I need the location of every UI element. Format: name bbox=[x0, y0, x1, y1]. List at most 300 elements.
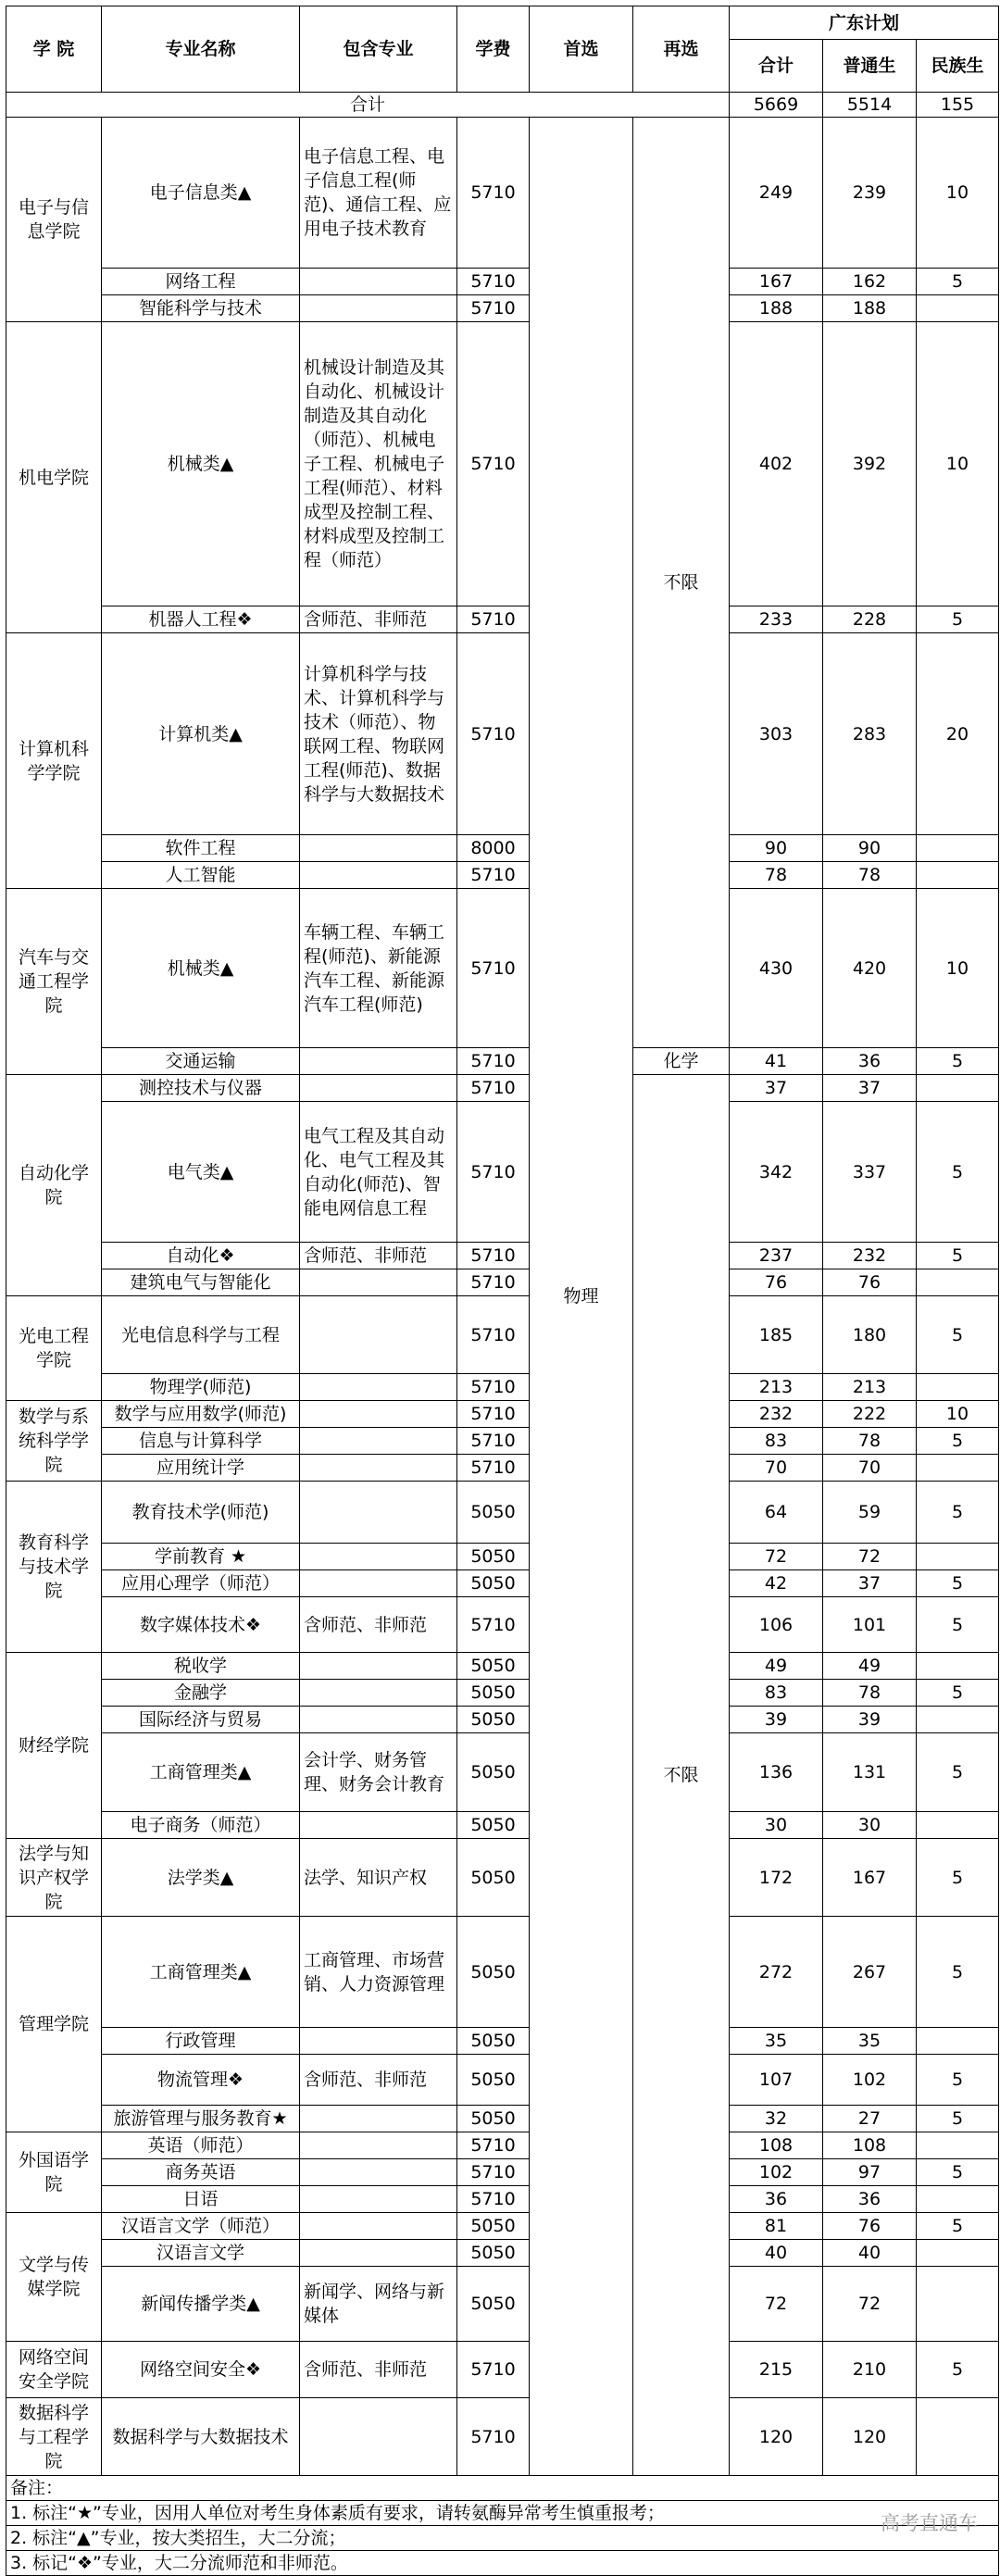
plan-total: 81 bbox=[730, 2213, 823, 2240]
major-name: 数学与应用数学(师范) bbox=[102, 1401, 300, 1428]
total-row bbox=[6, 93, 999, 118]
plan-total: 303 bbox=[730, 633, 823, 835]
major-name: 建筑电气与智能化 bbox=[102, 1269, 300, 1296]
plan-total: 70 bbox=[730, 1455, 823, 1482]
plan-total: 136 bbox=[730, 1733, 823, 1812]
table-row bbox=[6, 862, 999, 889]
major-name: 应用统计学 bbox=[102, 1455, 300, 1482]
table-row bbox=[6, 2342, 999, 2398]
tuition-fee: 5710 bbox=[457, 118, 530, 269]
notes-row bbox=[6, 2551, 999, 2576]
included-majors bbox=[300, 2240, 457, 2267]
table-row bbox=[6, 1570, 999, 1597]
plan-minority bbox=[917, 1075, 999, 1102]
header-regular: 普通生 bbox=[823, 40, 917, 93]
included-majors bbox=[300, 1269, 457, 1296]
tuition-fee: 5050 bbox=[457, 1570, 530, 1597]
table-row bbox=[6, 1075, 999, 1102]
plan-minority: 10 bbox=[917, 118, 999, 269]
plan-regular: 27 bbox=[823, 2106, 917, 2132]
plan-total: 342 bbox=[730, 1102, 823, 1243]
plan-minority: 5 bbox=[917, 1570, 999, 1597]
table-row bbox=[6, 1428, 999, 1455]
total-count: 5669 bbox=[730, 93, 823, 118]
plan-total: 102 bbox=[730, 2159, 823, 2186]
included-majors bbox=[300, 2186, 457, 2213]
table-row bbox=[6, 1839, 999, 1917]
note-line: 备注： bbox=[6, 2476, 999, 2501]
note-line: 2. 标注“▲”专业，按大类招生，大二分流； bbox=[6, 2526, 999, 2551]
plan-regular: 78 bbox=[823, 1680, 917, 1707]
plan-minority: 5 bbox=[917, 1243, 999, 1269]
plan-regular: 101 bbox=[823, 1597, 917, 1653]
college-name: 光电工程学院 bbox=[6, 1296, 102, 1401]
tuition-fee: 5050 bbox=[457, 1544, 530, 1570]
plan-minority: 5 bbox=[917, 269, 999, 295]
included-majors bbox=[300, 269, 457, 295]
table-row bbox=[6, 1680, 999, 1707]
tuition-fee: 5710 bbox=[457, 2132, 530, 2159]
plan-minority bbox=[917, 1653, 999, 1680]
table-row bbox=[6, 606, 999, 633]
tuition-fee: 5050 bbox=[457, 2213, 530, 2240]
plan-total: 78 bbox=[730, 862, 823, 889]
major-name: 智能科学与技术 bbox=[102, 295, 300, 322]
major-name: 机械类▲ bbox=[102, 322, 300, 606]
plan-minority: 5 bbox=[917, 1680, 999, 1707]
header-fee: 学费 bbox=[457, 6, 530, 93]
plan-regular: 78 bbox=[823, 862, 917, 889]
plan-regular: 267 bbox=[823, 1917, 917, 2028]
plan-regular: 76 bbox=[823, 2213, 917, 2240]
tuition-fee: 5710 bbox=[457, 1102, 530, 1243]
table-row bbox=[6, 835, 999, 862]
plan-total: 167 bbox=[730, 269, 823, 295]
major-name: 信息与计算科学 bbox=[102, 1428, 300, 1455]
included-majors bbox=[300, 1401, 457, 1428]
plan-regular: 72 bbox=[823, 1544, 917, 1570]
table-row bbox=[6, 1733, 999, 1812]
table-row bbox=[6, 2398, 999, 2476]
plan-minority bbox=[917, 2267, 999, 2342]
included-majors bbox=[300, 2398, 457, 2476]
plan-regular: 188 bbox=[823, 295, 917, 322]
included-majors bbox=[300, 1812, 457, 1839]
plan-total: 72 bbox=[730, 2267, 823, 2342]
plan-total: 107 bbox=[730, 2055, 823, 2106]
major-name: 机器人工程❖ bbox=[102, 606, 300, 633]
included-majors: 电子信息工程、电子信息工程(师范)、通信工程、应用电子技术教育 bbox=[300, 118, 457, 269]
included-majors: 机械设计制造及其自动化、机械设计制造及其自动化（师范）、机械电子工程、机械电子工程(师范）、材料成型及控制工程、材料成型及控制工程（师范） bbox=[300, 322, 457, 606]
plan-regular: 36 bbox=[823, 2186, 917, 2213]
total-minority: 155 bbox=[917, 93, 999, 118]
plan-minority bbox=[917, 1707, 999, 1733]
included-majors bbox=[300, 835, 457, 862]
plan-total: 249 bbox=[730, 118, 823, 269]
major-name: 英语（师范） bbox=[102, 2132, 300, 2159]
college-name: 文学与传媒学院 bbox=[6, 2213, 102, 2342]
table-row bbox=[6, 295, 999, 322]
plan-total: 172 bbox=[730, 1839, 823, 1917]
college-name: 财经学院 bbox=[6, 1653, 102, 1839]
major-name: 光电信息科学与工程 bbox=[102, 1296, 300, 1374]
admission-plan-table bbox=[6, 6, 999, 2576]
major-name: 数字媒体技术❖ bbox=[102, 1597, 300, 1653]
plan-minority: 5 bbox=[917, 1482, 999, 1544]
college-name: 外国语学院 bbox=[6, 2132, 102, 2213]
plan-minority: 5 bbox=[917, 2106, 999, 2132]
plan-minority: 5 bbox=[917, 1296, 999, 1374]
included-majors bbox=[300, 2132, 457, 2159]
tuition-fee: 5710 bbox=[457, 862, 530, 889]
tuition-fee: 5710 bbox=[457, 1075, 530, 1102]
plan-total: 272 bbox=[730, 1917, 823, 2028]
included-majors: 计算机科学与技术、计算机科学与技术（师范）、物联网工程、物联网工程(师范)、数据科学与大数据技术 bbox=[300, 633, 457, 835]
plan-total: 232 bbox=[730, 1401, 823, 1428]
plan-regular: 35 bbox=[823, 2028, 917, 2055]
watermark: 高考直通车 bbox=[881, 2512, 978, 2534]
tuition-fee: 5710 bbox=[457, 1048, 530, 1075]
tuition-fee: 5710 bbox=[457, 889, 530, 1048]
major-name: 法学类▲ bbox=[102, 1839, 300, 1917]
table-row bbox=[6, 2267, 999, 2342]
tuition-fee: 5710 bbox=[457, 1374, 530, 1401]
college-name: 自动化学院 bbox=[6, 1075, 102, 1296]
plan-minority: 5 bbox=[917, 1839, 999, 1917]
plan-total: 41 bbox=[730, 1048, 823, 1075]
included-majors bbox=[300, 1653, 457, 1680]
plan-total: 188 bbox=[730, 295, 823, 322]
plan-minority: 10 bbox=[917, 1401, 999, 1428]
tuition-fee: 5050 bbox=[457, 2240, 530, 2267]
second-choice-subject: 不限 bbox=[633, 118, 730, 1048]
plan-regular: 162 bbox=[823, 269, 917, 295]
included-majors: 含师范、非师范 bbox=[300, 1243, 457, 1269]
included-majors: 含师范、非师范 bbox=[300, 2342, 457, 2398]
plan-regular: 97 bbox=[823, 2159, 917, 2186]
included-majors: 含师范、非师范 bbox=[300, 606, 457, 633]
college-name: 数据科学与工程学院 bbox=[6, 2398, 102, 2476]
tuition-fee: 5710 bbox=[457, 633, 530, 835]
plan-minority: 5 bbox=[917, 2055, 999, 2106]
tuition-fee: 5710 bbox=[457, 269, 530, 295]
major-name: 电子信息类▲ bbox=[102, 118, 300, 269]
plan-total: 64 bbox=[730, 1482, 823, 1544]
plan-minority: 10 bbox=[917, 322, 999, 606]
tuition-fee: 5710 bbox=[457, 1296, 530, 1374]
plan-total: 49 bbox=[730, 1653, 823, 1680]
header-total: 合计 bbox=[730, 40, 823, 93]
major-name: 行政管理 bbox=[102, 2028, 300, 2055]
table-row bbox=[6, 118, 999, 269]
table-row bbox=[6, 2159, 999, 2186]
college-name: 机电学院 bbox=[6, 322, 102, 633]
plan-total: 108 bbox=[730, 2132, 823, 2159]
major-name: 机械类▲ bbox=[102, 889, 300, 1048]
plan-regular: 78 bbox=[823, 1428, 917, 1455]
plan-regular: 213 bbox=[823, 1374, 917, 1401]
table-row bbox=[6, 2132, 999, 2159]
plan-regular: 72 bbox=[823, 2267, 917, 2342]
included-majors bbox=[300, 1075, 457, 1102]
header-minority: 民族生 bbox=[917, 40, 999, 93]
plan-minority bbox=[917, 862, 999, 889]
notes-row bbox=[6, 2476, 999, 2501]
table-row bbox=[6, 1653, 999, 1680]
plan-regular: 39 bbox=[823, 1707, 917, 1733]
plan-total: 76 bbox=[730, 1269, 823, 1296]
plan-total: 237 bbox=[730, 1243, 823, 1269]
included-majors bbox=[300, 2028, 457, 2055]
first-choice-subject: 物理 bbox=[530, 118, 633, 2476]
tuition-fee: 5710 bbox=[457, 606, 530, 633]
major-name: 汉语言文学 bbox=[102, 2240, 300, 2267]
table-row bbox=[6, 1544, 999, 1570]
included-majors bbox=[300, 1570, 457, 1597]
plan-regular: 40 bbox=[823, 2240, 917, 2267]
tuition-fee: 5710 bbox=[457, 2186, 530, 2213]
table-row bbox=[6, 1296, 999, 1374]
tuition-fee: 5710 bbox=[457, 2342, 530, 2398]
major-name: 物流管理❖ bbox=[102, 2055, 300, 2106]
plan-regular: 283 bbox=[823, 633, 917, 835]
included-majors bbox=[300, 1048, 457, 1075]
plan-regular: 337 bbox=[823, 1102, 917, 1243]
plan-minority: 20 bbox=[917, 633, 999, 835]
plan-minority bbox=[917, 295, 999, 322]
table-row bbox=[6, 1243, 999, 1269]
tuition-fee: 8000 bbox=[457, 835, 530, 862]
plan-total: 185 bbox=[730, 1296, 823, 1374]
table-row bbox=[6, 2055, 999, 2106]
table-row bbox=[6, 889, 999, 1048]
college-name: 汽车与交通工程学院 bbox=[6, 889, 102, 1075]
included-majors bbox=[300, 2106, 457, 2132]
major-name: 交通运输 bbox=[102, 1048, 300, 1075]
included-majors: 会计学、财务管理、财务会计教育 bbox=[300, 1733, 457, 1812]
included-majors: 车辆工程、车辆工程(师范)、新能源汽车工程、新能源汽车工程(师范) bbox=[300, 889, 457, 1048]
table-row bbox=[6, 1269, 999, 1296]
college-name: 电子与信息学院 bbox=[6, 118, 102, 322]
included-majors bbox=[300, 862, 457, 889]
note-line: 1. 标注“★”专业，因用人单位对考生身体素质有要求，请转氨酶异常考生慎重报考； bbox=[6, 2501, 999, 2526]
tuition-fee: 5710 bbox=[457, 1597, 530, 1653]
tuition-fee: 5050 bbox=[457, 2028, 530, 2055]
table-row bbox=[6, 2213, 999, 2240]
tuition-fee: 5710 bbox=[457, 1269, 530, 1296]
tuition-fee: 5710 bbox=[457, 1428, 530, 1455]
plan-regular: 239 bbox=[823, 118, 917, 269]
included-majors bbox=[300, 1296, 457, 1374]
plan-regular: 30 bbox=[823, 1812, 917, 1839]
table-row bbox=[6, 2186, 999, 2213]
plan-regular: 37 bbox=[823, 1075, 917, 1102]
tuition-fee: 5710 bbox=[457, 1401, 530, 1428]
table-row bbox=[6, 1812, 999, 1839]
major-name: 学前教育 ★ bbox=[102, 1544, 300, 1570]
plan-minority: 5 bbox=[917, 1597, 999, 1653]
table-row bbox=[6, 1455, 999, 1482]
note-line: 3. 标记“❖”专业，大二分流师范和非师范。 bbox=[6, 2551, 999, 2576]
major-name: 网络空间安全❖ bbox=[102, 2342, 300, 2398]
plan-regular: 167 bbox=[823, 1839, 917, 1917]
tuition-fee: 5050 bbox=[457, 1680, 530, 1707]
plan-regular: 108 bbox=[823, 2132, 917, 2159]
plan-minority: 5 bbox=[917, 2342, 999, 2398]
plan-total: 213 bbox=[730, 1374, 823, 1401]
header-second-choice: 再选 bbox=[633, 6, 730, 93]
plan-total: 72 bbox=[730, 1544, 823, 1570]
major-name: 软件工程 bbox=[102, 835, 300, 862]
major-name: 数据科学与大数据技术 bbox=[102, 2398, 300, 2476]
plan-regular: 131 bbox=[823, 1733, 917, 1812]
plan-total: 215 bbox=[730, 2342, 823, 2398]
included-majors: 电气工程及其自动化、电气工程及其自动化(师范)、智能电网信息工程 bbox=[300, 1102, 457, 1243]
plan-total: 402 bbox=[730, 322, 823, 606]
included-majors bbox=[300, 295, 457, 322]
plan-regular: 76 bbox=[823, 1269, 917, 1296]
major-name: 商务英语 bbox=[102, 2159, 300, 2186]
tuition-fee: 5710 bbox=[457, 322, 530, 606]
major-name: 电子商务（师范） bbox=[102, 1812, 300, 1839]
plan-regular: 120 bbox=[823, 2398, 917, 2476]
major-name: 旅游管理与服务教育★ bbox=[102, 2106, 300, 2132]
college-name: 教育科学与技术学院 bbox=[6, 1482, 102, 1653]
included-majors bbox=[300, 1428, 457, 1455]
plan-minority bbox=[917, 1544, 999, 1570]
plan-minority: 5 bbox=[917, 1917, 999, 2028]
second-choice-subject: 不限 bbox=[633, 1075, 730, 2476]
plan-total: 90 bbox=[730, 835, 823, 862]
plan-regular: 180 bbox=[823, 1296, 917, 1374]
table-row bbox=[6, 2028, 999, 2055]
college-name: 法学与知识产权学院 bbox=[6, 1839, 102, 1917]
tuition-fee: 5710 bbox=[457, 2398, 530, 2476]
major-name: 日语 bbox=[102, 2186, 300, 2213]
plan-total: 37 bbox=[730, 1075, 823, 1102]
table-row bbox=[6, 1374, 999, 1401]
major-name: 工商管理类▲ bbox=[102, 1917, 300, 2028]
tuition-fee: 5050 bbox=[457, 1653, 530, 1680]
plan-regular: 49 bbox=[823, 1653, 917, 1680]
plan-regular: 70 bbox=[823, 1455, 917, 1482]
table-row bbox=[6, 1482, 999, 1544]
plan-regular: 392 bbox=[823, 322, 917, 606]
tuition-fee: 5050 bbox=[457, 1482, 530, 1544]
plan-minority: 5 bbox=[917, 1102, 999, 1243]
included-majors bbox=[300, 1482, 457, 1544]
table-row bbox=[6, 1597, 999, 1653]
plan-total: 83 bbox=[730, 1680, 823, 1707]
header-first-choice: 首选 bbox=[530, 6, 633, 93]
included-majors: 含师范、非师范 bbox=[300, 1597, 457, 1653]
plan-regular: 59 bbox=[823, 1482, 917, 1544]
tuition-fee: 5710 bbox=[457, 1243, 530, 1269]
second-choice-subject: 化学 bbox=[633, 1048, 730, 1075]
plan-total: 430 bbox=[730, 889, 823, 1048]
tuition-fee: 5050 bbox=[457, 1733, 530, 1812]
table-row bbox=[6, 1048, 999, 1075]
plan-regular: 210 bbox=[823, 2342, 917, 2398]
plan-minority bbox=[917, 1812, 999, 1839]
major-name: 国际经济与贸易 bbox=[102, 1707, 300, 1733]
header-major: 专业名称 bbox=[102, 6, 300, 93]
college-name: 网络空间安全学院 bbox=[6, 2342, 102, 2398]
plan-regular: 36 bbox=[823, 1048, 917, 1075]
major-name: 应用心理学（师范） bbox=[102, 1570, 300, 1597]
included-majors bbox=[300, 1707, 457, 1733]
major-name: 自动化❖ bbox=[102, 1243, 300, 1269]
plan-minority bbox=[917, 2398, 999, 2476]
plan-total: 35 bbox=[730, 2028, 823, 2055]
included-majors bbox=[300, 2213, 457, 2240]
college-name: 计算机科学学院 bbox=[6, 633, 102, 889]
table-row bbox=[6, 322, 999, 606]
included-majors bbox=[300, 1680, 457, 1707]
header-row bbox=[6, 6, 999, 40]
plan-regular: 232 bbox=[823, 1243, 917, 1269]
table-row bbox=[6, 2106, 999, 2132]
plan-minority bbox=[917, 835, 999, 862]
plan-minority bbox=[917, 2240, 999, 2267]
plan-minority bbox=[917, 1374, 999, 1401]
plan-minority: 5 bbox=[917, 1048, 999, 1075]
included-majors: 法学、知识产权 bbox=[300, 1839, 457, 1917]
table-row bbox=[6, 1707, 999, 1733]
tuition-fee: 5710 bbox=[457, 2159, 530, 2186]
plan-total: 233 bbox=[730, 606, 823, 633]
table-row bbox=[6, 1102, 999, 1243]
table-row bbox=[6, 2240, 999, 2267]
included-majors: 含师范、非师范 bbox=[300, 2055, 457, 2106]
college-name: 数学与系统科学学院 bbox=[6, 1401, 102, 1482]
plan-total: 42 bbox=[730, 1570, 823, 1597]
tuition-fee: 5050 bbox=[457, 1839, 530, 1917]
plan-total: 40 bbox=[730, 2240, 823, 2267]
tuition-fee: 5710 bbox=[457, 295, 530, 322]
included-majors bbox=[300, 1374, 457, 1401]
major-name: 计算机类▲ bbox=[102, 633, 300, 835]
tuition-fee: 5050 bbox=[457, 2267, 530, 2342]
plan-regular: 37 bbox=[823, 1570, 917, 1597]
tuition-fee: 5050 bbox=[457, 1707, 530, 1733]
plan-total: 106 bbox=[730, 1597, 823, 1653]
plan-minority: 5 bbox=[917, 1733, 999, 1812]
plan-total: 39 bbox=[730, 1707, 823, 1733]
included-majors bbox=[300, 1455, 457, 1482]
tuition-fee: 5050 bbox=[457, 1812, 530, 1839]
tuition-fee: 5050 bbox=[457, 2106, 530, 2132]
major-name: 新闻传播学类▲ bbox=[102, 2267, 300, 2342]
plan-regular: 222 bbox=[823, 1401, 917, 1428]
major-name: 电气类▲ bbox=[102, 1102, 300, 1243]
plan-minority bbox=[917, 1455, 999, 1482]
major-name: 人工智能 bbox=[102, 862, 300, 889]
tuition-fee: 5050 bbox=[457, 1917, 530, 2028]
plan-minority: 5 bbox=[917, 2213, 999, 2240]
included-majors bbox=[300, 2159, 457, 2186]
major-name: 工商管理类▲ bbox=[102, 1733, 300, 1812]
table-row bbox=[6, 1917, 999, 2028]
header-includes: 包含专业 bbox=[300, 6, 457, 93]
table-row bbox=[6, 633, 999, 835]
plan-minority bbox=[917, 2028, 999, 2055]
plan-minority: 5 bbox=[917, 2159, 999, 2186]
plan-minority bbox=[917, 2186, 999, 2213]
total-regular: 5514 bbox=[823, 93, 917, 118]
major-name: 测控技术与仪器 bbox=[102, 1075, 300, 1102]
table-row bbox=[6, 269, 999, 295]
